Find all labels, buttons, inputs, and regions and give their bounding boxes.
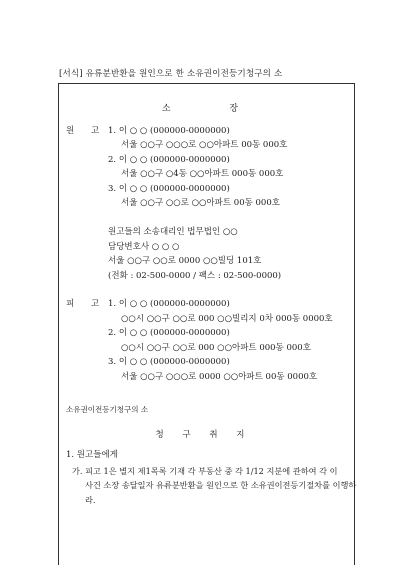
- plaintiff-1-number: 1.: [108, 126, 117, 136]
- defendant-3-address: 서울 ○○구 ○○○로 0000 ○○아파트 00동 0000호: [121, 372, 318, 382]
- claim-item-1: 1. 원고들에게: [66, 450, 118, 460]
- agent-lawyer: 담당변호사 ○ ○ ○: [108, 242, 180, 252]
- defendant-2-name: 이 ○ ○ (000000-0000000): [118, 328, 230, 338]
- plaintiff-3-number: 3.: [108, 184, 117, 194]
- defendant-2-address: ○○시 ○○구 ○○로 000 ○○아파트 000동 000호: [121, 343, 311, 353]
- plaintiff-role-char-2: 고: [91, 126, 100, 136]
- defendant-role-char-2: 고: [91, 299, 100, 309]
- claim-item-1-ga-line-3: 라.: [85, 495, 96, 505]
- agent-firm: 원고들의 소송대리인 법무법인 ○○: [108, 227, 238, 237]
- form-caption: [서식] 유류분반환을 원인으로 한 소유권이전등기청구의 소: [59, 69, 283, 79]
- defendant-3-line: [108, 357, 230, 368]
- plaintiff-2-line: [108, 155, 230, 166]
- plaintiff-role-label: [66, 126, 106, 137]
- defendant-1-name: 이 ○ ○ (000000-0000000): [118, 299, 230, 309]
- defendant-3-name: 이 ○ ○ (000000-0000000): [118, 357, 230, 367]
- plaintiff-3-line: [108, 184, 230, 195]
- plaintiff-3-name: 이 ○ ○ (000000-0000000): [118, 184, 230, 194]
- plaintiff-3-address: 서울 ○○구 ○○로 ○○아파트 00동 000호: [121, 198, 280, 208]
- plaintiff-2-address: 서울 ○○구 ○4동 ○○아파트 000동 000호: [121, 169, 284, 179]
- claim-item-1-ga-line-1: 가. 피고 1은 별지 제1목록 기재 각 부동산 중 각 1/12 지분에 관하여 각 이: [72, 466, 338, 476]
- plaintiff-1-address: 서울 ○○구 ○○○로 ○○아파트 00동 000호: [121, 140, 288, 150]
- plaintiff-1-name: 이 ○ ○ (000000-0000000): [118, 126, 230, 136]
- claim-item-1-ga-line-2: 사건 소장 송달일자 유류분반환을 원인으로 한 소유권이전등기절차를 이행하: [85, 480, 357, 490]
- plaintiff-1-line: [108, 126, 230, 137]
- defendant-2-number: 2.: [108, 328, 117, 338]
- defendant-3-number: 3.: [108, 357, 117, 367]
- plaintiff-2-name: 이 ○ ○ (000000-0000000): [118, 155, 230, 165]
- defendant-1-address: ○○시 ○○구 ○○로 000 ○○빌리지 0차 000동 0000호: [121, 314, 333, 324]
- document-title: 소 장: [161, 104, 267, 114]
- claim-heading: 청 구 취 지: [155, 430, 253, 440]
- case-name: 소유권이전등기청구의 소: [66, 405, 149, 414]
- defendant-role-char-1: 피: [66, 299, 75, 309]
- defendant-1-number: 1.: [108, 299, 117, 309]
- defendant-1-line: [108, 299, 230, 310]
- plaintiff-2-number: 2.: [108, 155, 117, 165]
- agent-address: 서울 ○○구 ○○로 0000 ○○빌딩 101호: [108, 256, 262, 266]
- agent-contact: (전화 : 02-500-0000 / 팩스 : 02-500-0000): [108, 271, 282, 281]
- defendant-2-line: [108, 328, 230, 339]
- plaintiff-role-char-1: 원: [66, 126, 75, 136]
- defendant-role-label: [66, 299, 106, 310]
